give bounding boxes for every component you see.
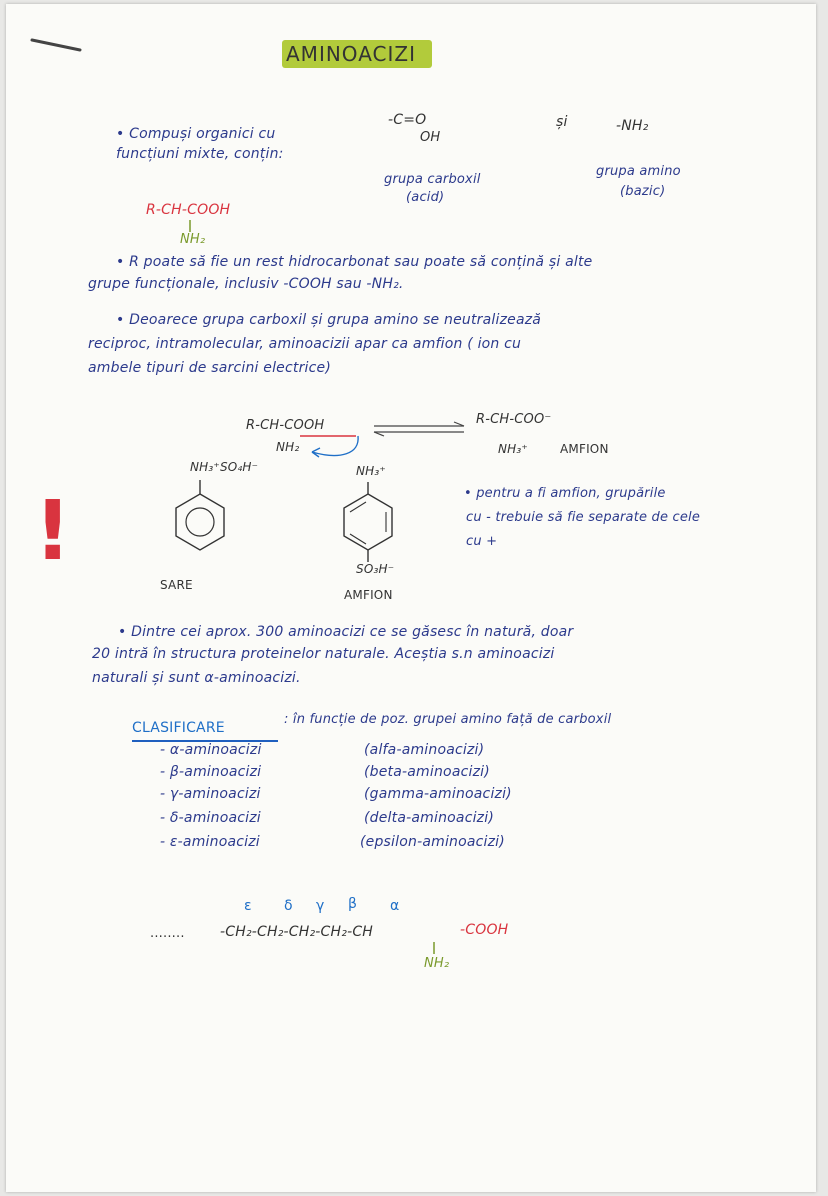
class-item-name: - ε-aminoacizi: [160, 834, 260, 850]
salt-benzene-ring: [172, 480, 232, 560]
amfion-note-line-1: • pentru a fi amfion, grupările: [464, 486, 666, 501]
amino-bazic-label: (bazic): [620, 184, 666, 199]
paragraph-2-line-3: ambele tipuri de sarcini electrice): [88, 360, 332, 376]
class-item-full: (gamma-aminoacizi): [364, 786, 512, 802]
chain-cooh: -COOH: [460, 922, 509, 938]
carboxyl-label: grupa carboxil: [384, 172, 481, 187]
chain-bond-line: [432, 942, 436, 956]
paragraph-3-line-3: naturali și sunt α-aminoacizi.: [92, 670, 301, 686]
amfion-note-line-3: cu +: [466, 534, 498, 549]
chain-formula: -CH₂-CH₂-CH₂-CH₂-CH: [220, 924, 374, 940]
amfion-top-group: NH₃⁺: [356, 464, 386, 478]
greek-label-alpha: α: [390, 898, 400, 914]
classification-heading: CLASIFICARE: [132, 720, 225, 736]
exclamation-mark: !: [34, 484, 72, 579]
salt-caption: SARE: [160, 578, 193, 592]
page-title: AMINOACIZI: [286, 42, 416, 66]
class-item-name: - γ-aminoacizi: [160, 786, 261, 802]
class-item-full: (beta-aminoacizi): [364, 764, 490, 780]
intro-line-2: funcțiuni mixte, conțin:: [116, 146, 284, 162]
paragraph-3-line-2: 20 intră în structura proteinelor naturale. Aceștia s.n aminoacizi: [92, 646, 555, 662]
amfion-bottom-group: SO₃H⁻: [356, 562, 395, 576]
amfion-note-line-2: cu - trebuie să fie separate de cele: [466, 510, 701, 525]
salt-substituent: NH₃⁺SO₄H⁻: [190, 460, 259, 474]
amfion-caption: AMFION: [344, 588, 393, 602]
paragraph-3-line-1: • Dintre cei aprox. 300 aminoacizi ce se găsesc în natură, doar: [118, 624, 574, 640]
si-connector: și: [556, 114, 568, 130]
class-item-full: (epsilon-aminoacizi): [360, 834, 505, 850]
intro-line-1: • Compuși organici cu: [116, 126, 276, 142]
class-item-full: (delta-aminoacizi): [364, 810, 494, 826]
pen-mark: [30, 36, 90, 56]
greek-label-beta: β: [348, 896, 358, 912]
amino-label: grupa amino: [596, 164, 681, 179]
greek-label-epsilon: ε: [244, 898, 252, 914]
class-item-name: - α-aminoacizi: [160, 742, 262, 758]
class-item-name: - δ-aminoacizi: [160, 810, 261, 826]
paragraph-2-line-1: • Deoarece grupa carboxil și grupa amino se neutralizează: [116, 312, 542, 328]
equilibrium-left: R-CH-COOH: [246, 418, 325, 433]
equilibrium-right-nh3: NH₃⁺: [498, 442, 528, 456]
equilibrium-arrows: [370, 422, 470, 436]
classification-criterion: : în funcție de poz. grupei amino față de carboxil: [284, 712, 612, 727]
proton-transfer-arrow: [300, 434, 370, 464]
equilibrium-left-nh2: NH₂: [276, 440, 300, 454]
class-item-full: (alfa-aminoacizi): [364, 742, 485, 758]
greek-label-gamma: γ: [316, 898, 325, 914]
general-formula: R-CH-COOH: [146, 202, 231, 218]
carboxyl-formula: -C=O: [388, 112, 427, 128]
amino-formula: -NH₂: [616, 118, 649, 134]
equilibrium-right: R-CH-COO⁻: [476, 412, 552, 427]
class-item-name: - β-aminoacizi: [160, 764, 262, 780]
greek-label-delta: δ: [284, 898, 293, 914]
chain-dots: ........: [150, 926, 185, 941]
chain-nh2: NH₂: [424, 956, 450, 971]
paragraph-1-line-2: grupe funcționale, inclusiv -COOH sau -NH₂.: [88, 276, 404, 292]
general-formula-nh2: NH₂: [180, 232, 206, 247]
paragraph-1-line-1: • R poate să fie un rest hidrocarbonat sau poate să conțină și alte: [116, 254, 593, 270]
paragraph-2-line-2: reciproc, intramolecular, aminoacizii apar ca amfion ( ion cu: [88, 336, 522, 352]
equilibrium-amfion-label: AMFION: [560, 442, 609, 456]
carboxyl-acid-label: (acid): [406, 190, 445, 205]
carboxyl-oh: OH: [420, 130, 441, 145]
